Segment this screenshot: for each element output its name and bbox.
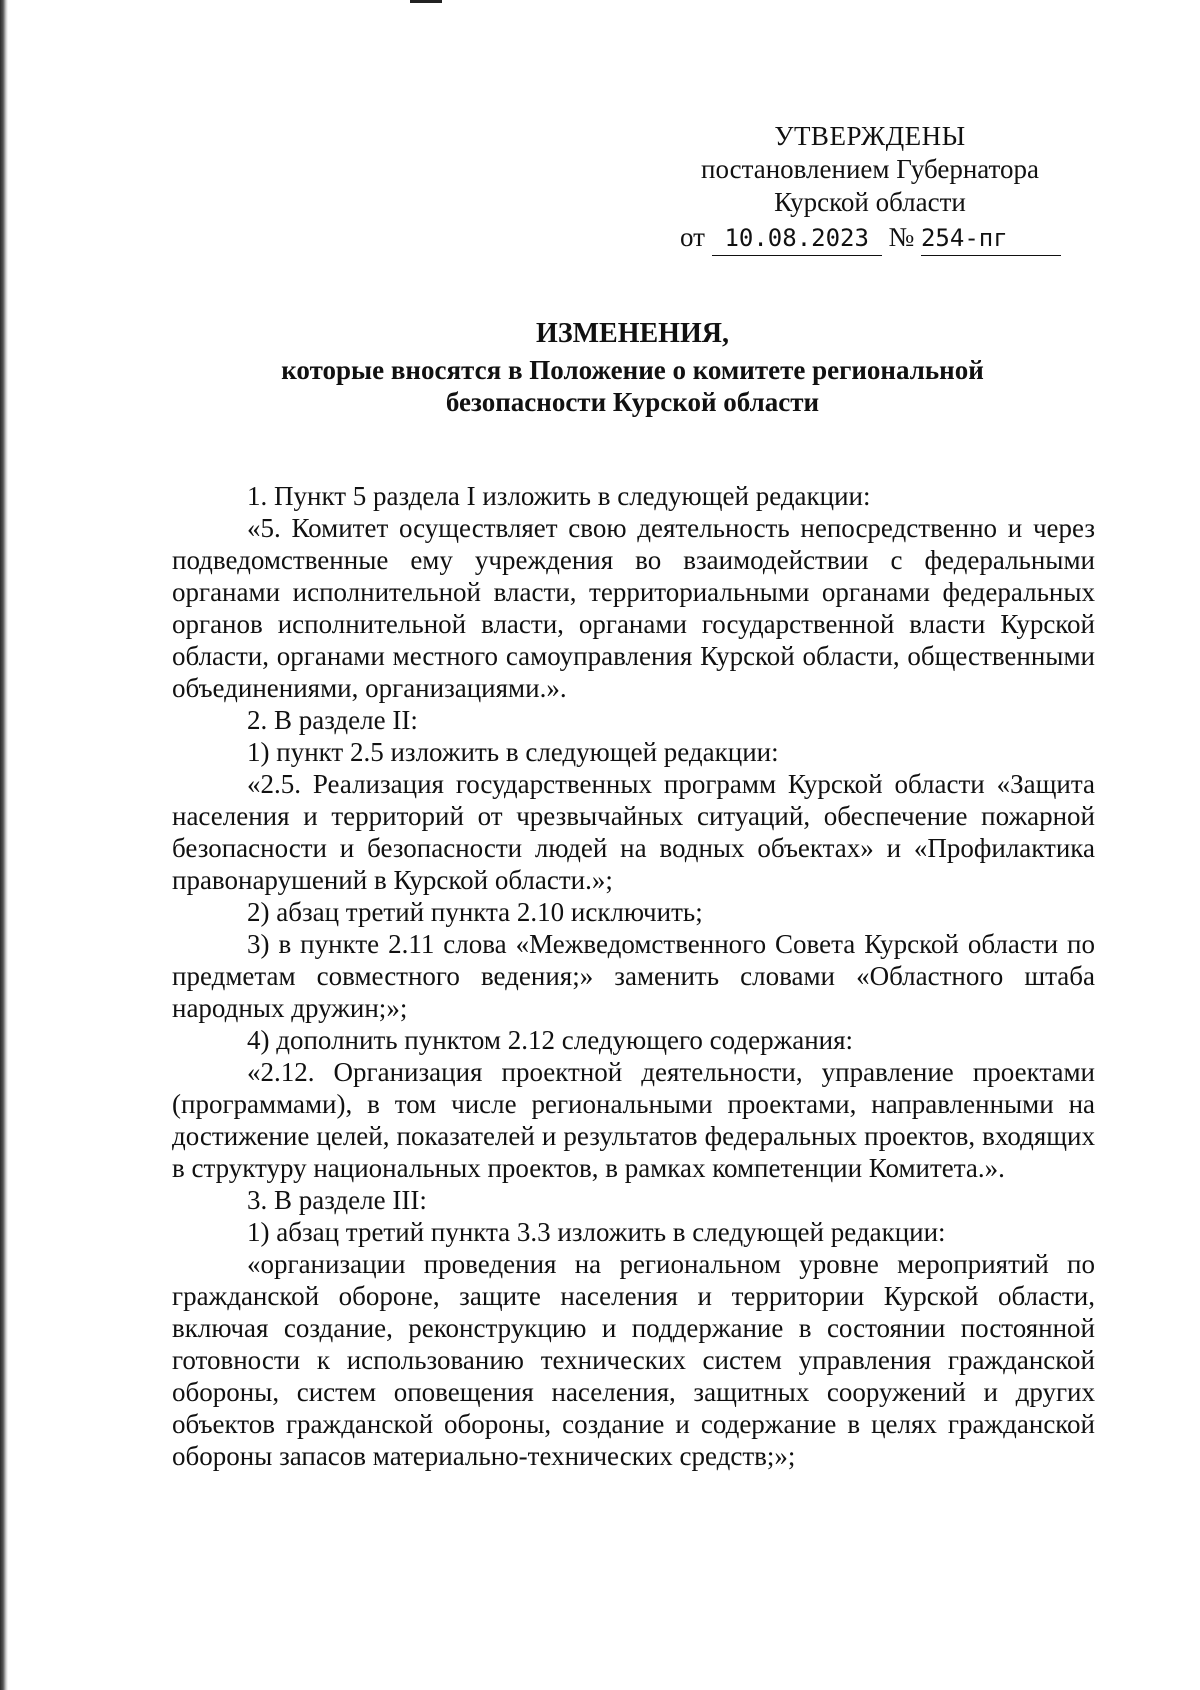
paragraph: 4) дополнить пунктом 2.12 следующего содержания:	[247, 1025, 854, 1055]
paragraph: «2.5. Реализация государственных программ Курской области «Защита населения и территорий от чрезвычайных ситуаций, обеспечение пожарной безопасности и безопасности людей на водных объектах» и «Профилактика правонарушений в Курской области.»;	[172, 769, 1095, 895]
paragraph: «организации проведения на региональном уровне мероприятий по гражданской обороне, защите населения и территории Курской области, включая создание, реконструкцию и поддержание в состоянии постоянной готовности к использованию технических систем управления гражданской обороны, систем оповещения населения, защитных сооружений и других объектов гражданской обороны, создание и содержание в целях гражданской обороны запасов материально-технических средств;»;	[172, 1249, 1095, 1471]
paragraph: 1) абзац третий пункта 3.3 изложить в следующей редакции:	[247, 1217, 946, 1247]
number-sign: №	[888, 222, 915, 252]
paragraph: «2.12. Организация проектной деятельности, управление проектами (программами), в том числе региональными проектами, направленными на достижение целей, показателей и результатов федеральных проектов, входящих в структуру национальных проектов, в рамках компетенции Комитета.».	[172, 1057, 1095, 1183]
approval-line-2: Курской области	[774, 187, 966, 217]
document-body	[172, 480, 1095, 1472]
scan-edge	[0, 0, 8, 1690]
approval-date-line	[660, 221, 1080, 256]
paragraph: «5. Комитет осуществляет свою деятельность непосредственно и через подведомственные ему учреждения во взаимодействии с федеральными органами исполнительной власти, территориальными органами федеральных органов исполнительной власти, органами государственной власти Курской области, органами местного самоуправления Курской области, общественными объединениями, организациями.».	[172, 513, 1095, 703]
paragraph: 1) пункт 2.5 изложить в следующей редакции:	[247, 737, 779, 767]
title-subtitle: которые вносятся в Положение о комитете региональной безопасности Курской области	[281, 355, 984, 417]
approval-line-1: постановлением Губернатора	[701, 154, 1039, 184]
paragraph: 1. Пункт 5 раздела I изложить в следующей редакции:	[247, 481, 871, 511]
approval-stamp	[660, 120, 1080, 256]
approval-heading: УТВЕРЖДЕНЫ	[774, 121, 966, 151]
scan-mark	[410, 0, 442, 3]
paragraph: 3. В разделе III:	[247, 1185, 427, 1215]
paragraph: 3) в пункте 2.11 слова «Межведомственного Совета Курской области по предметам совместного ведения;» заменить словами «Областного штаба народных дружин;»;	[172, 929, 1095, 1023]
approval-number: 254-пг	[921, 222, 1061, 256]
paragraph: 2. В разделе II:	[247, 705, 418, 735]
document-title	[170, 318, 1095, 418]
date-prefix: от	[680, 222, 705, 252]
paragraph: 2) абзац третий пункта 2.10 исключить;	[247, 897, 703, 927]
approval-date: 10.08.2023	[712, 222, 882, 256]
title-main: ИЗМЕНЕНИЯ,	[536, 318, 729, 349]
